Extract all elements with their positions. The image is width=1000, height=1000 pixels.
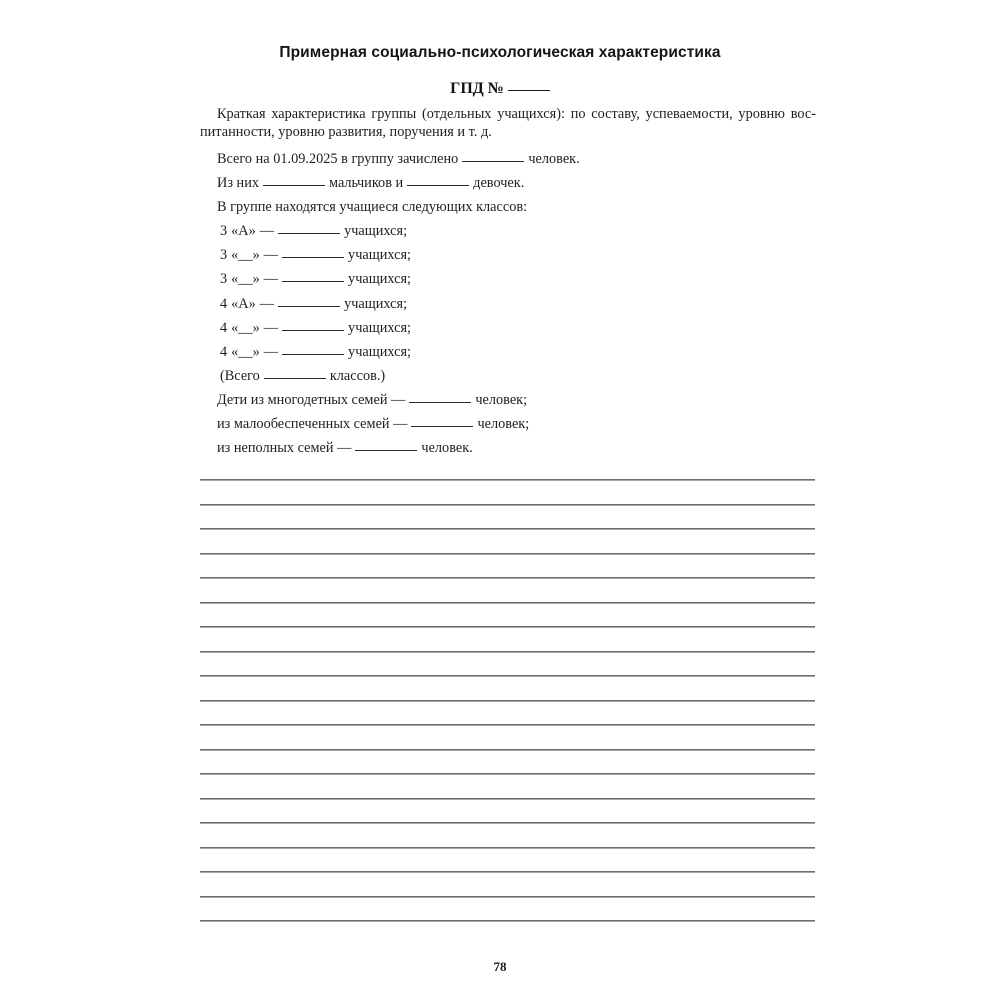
class-count-blank[interactable] bbox=[282, 281, 344, 282]
writing-line[interactable] bbox=[200, 626, 815, 628]
class-letter[interactable]: «__» bbox=[231, 343, 260, 360]
total-enrolled-suffix: человек. bbox=[528, 151, 580, 167]
class-grade: 3 bbox=[220, 271, 228, 288]
writing-line[interactable] bbox=[200, 749, 815, 751]
class-count-blank[interactable] bbox=[282, 257, 344, 258]
class-unit: учащихся; bbox=[344, 295, 408, 312]
girls-count-blank[interactable] bbox=[407, 185, 469, 186]
class-letter[interactable]: «А» bbox=[231, 295, 256, 312]
class-unit: учащихся; bbox=[348, 271, 412, 288]
class-unit: учащихся; bbox=[348, 247, 412, 264]
class-grade: 3 bbox=[220, 247, 228, 264]
document-body bbox=[200, 106, 816, 460]
total-enrolled-line bbox=[200, 147, 816, 171]
class-unit: учащихся; bbox=[348, 343, 412, 360]
writing-line[interactable] bbox=[200, 504, 815, 506]
writing-line[interactable] bbox=[200, 871, 815, 873]
gender-breakdown-suffix: девочек. bbox=[473, 175, 525, 192]
classes-total-blank[interactable] bbox=[264, 378, 326, 379]
class-letter[interactable]: «__» bbox=[231, 319, 260, 336]
class-dash: — bbox=[263, 247, 279, 264]
class-unit: учащихся; bbox=[348, 319, 412, 336]
class-dash: — bbox=[259, 295, 275, 312]
writing-line[interactable] bbox=[200, 675, 815, 677]
writing-line[interactable] bbox=[200, 651, 815, 653]
family-prefix: из неполных семей — bbox=[217, 440, 352, 457]
writing-line[interactable] bbox=[200, 896, 815, 898]
gender-breakdown-middle: мальчиков и bbox=[329, 175, 404, 192]
writing-line[interactable] bbox=[200, 920, 815, 922]
family-row bbox=[200, 412, 816, 436]
class-dash: — bbox=[263, 343, 279, 360]
class-row bbox=[200, 267, 816, 291]
class-unit: учащихся; bbox=[344, 223, 408, 240]
writing-line[interactable] bbox=[200, 822, 815, 824]
group-number-label: ГПД № bbox=[450, 80, 504, 97]
intro-paragraph: Краткая характеристика группы (отдельных учащихся): по составу, успеваемости, уровню воспитанности, уровню развития, поручения и т. д. bbox=[200, 106, 816, 140]
classes-heading: В группе находятся учащиеся следующих классов: bbox=[217, 199, 528, 216]
class-letter[interactable]: «__» bbox=[231, 271, 260, 288]
class-row bbox=[200, 243, 816, 267]
family-row bbox=[200, 436, 816, 460]
writing-line[interactable] bbox=[200, 700, 815, 702]
gender-breakdown-line bbox=[200, 171, 816, 195]
writing-line[interactable] bbox=[200, 798, 815, 800]
class-row bbox=[200, 292, 816, 316]
page-title: Примерная социально-психологическая характеристика bbox=[279, 44, 721, 61]
page-number: 78 bbox=[493, 959, 507, 974]
family-count-blank[interactable] bbox=[355, 450, 417, 451]
class-count-blank[interactable] bbox=[282, 330, 344, 331]
class-count-blank[interactable] bbox=[278, 233, 340, 234]
class-grade: 3 bbox=[220, 223, 228, 240]
family-count-blank[interactable] bbox=[411, 426, 473, 427]
writing-line[interactable] bbox=[200, 847, 815, 849]
writing-line[interactable] bbox=[200, 528, 815, 530]
writing-line[interactable] bbox=[200, 773, 815, 775]
family-suffix: человек; bbox=[475, 391, 528, 408]
boys-count-blank[interactable] bbox=[263, 185, 325, 186]
class-letter[interactable]: «А» bbox=[231, 223, 256, 240]
writing-line[interactable] bbox=[200, 479, 815, 481]
class-count-blank[interactable] bbox=[278, 306, 340, 307]
class-grade: 4 bbox=[220, 319, 228, 336]
family-count-blank[interactable] bbox=[409, 402, 471, 403]
family-prefix: из малообеспеченных семей — bbox=[217, 416, 408, 433]
gender-breakdown-prefix: Из них bbox=[217, 175, 259, 192]
family-suffix: человек; bbox=[477, 416, 530, 433]
family-row bbox=[200, 388, 816, 412]
family-suffix: человек. bbox=[421, 440, 473, 457]
classes-total-line bbox=[200, 364, 816, 388]
class-grade: 4 bbox=[220, 295, 228, 312]
writing-line[interactable] bbox=[200, 553, 815, 555]
class-dash: — bbox=[263, 319, 279, 336]
group-number-heading bbox=[0, 80, 1000, 98]
class-row bbox=[200, 340, 816, 364]
class-letter[interactable]: «__» bbox=[231, 247, 260, 264]
class-row bbox=[200, 219, 816, 243]
family-prefix: Дети из многодетных семей — bbox=[217, 391, 406, 408]
class-count-blank[interactable] bbox=[282, 354, 344, 355]
writing-line[interactable] bbox=[200, 577, 815, 579]
class-dash: — bbox=[259, 223, 275, 240]
class-dash: — bbox=[263, 271, 279, 288]
writing-line[interactable] bbox=[200, 602, 815, 604]
classes-total-prefix: (Всего bbox=[220, 367, 260, 384]
group-number-blank[interactable] bbox=[508, 90, 550, 91]
total-enrolled-prefix: Всего на 01.09.2025 в группу зачислено bbox=[217, 151, 459, 167]
writing-line[interactable] bbox=[200, 724, 815, 726]
class-row bbox=[200, 316, 816, 340]
writing-lines-area[interactable] bbox=[200, 479, 815, 939]
classes-total-suffix: классов.) bbox=[329, 367, 386, 384]
total-enrolled-blank[interactable] bbox=[462, 161, 524, 162]
class-grade: 4 bbox=[220, 343, 228, 360]
